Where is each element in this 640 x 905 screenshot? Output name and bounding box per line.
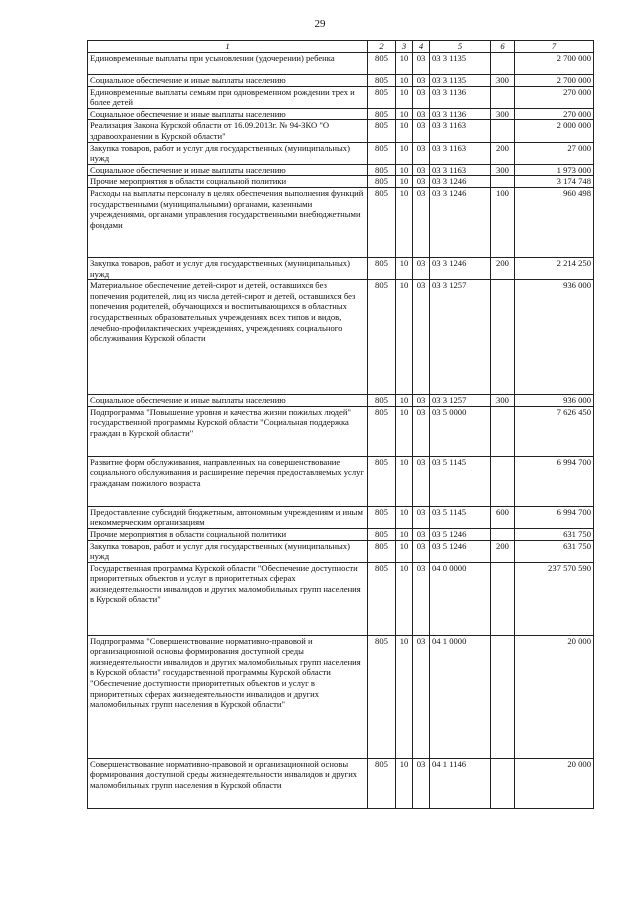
row-rz-cell: 10	[396, 528, 413, 540]
row-sum-cell: 936 000	[515, 280, 594, 395]
row-vr-cell: 100	[491, 187, 515, 257]
row-name-cell: Подпрограмма "Совершенствование нормативно-правовой и организационной основы формирования доступной среды жизнедеятельности инвалидов и других маломобильных групп населения в Курской области" государственной программы Курской области "Обеспечение доступности приоритетных объектов и услуг в приоритетных сферах жизнедеятельности инвалидов и других маломобильных групп населения в Курской области"	[88, 635, 368, 758]
row-gr-cell: 805	[368, 562, 396, 635]
table-row	[88, 506, 594, 528]
row-rz-cell: 10	[396, 562, 413, 635]
row-pr-cell: 03	[413, 562, 430, 635]
row-sum-cell: 960 498	[515, 187, 594, 257]
table-row	[88, 758, 594, 808]
row-name-cell: Расходы на выплаты персоналу в целях обеспечения выполнения функций государственными (муниципальными) органами, казенными учреждениями, органами управления государственными внебюджетными фондами	[88, 187, 368, 257]
row-pr-cell: 03	[413, 540, 430, 562]
row-name-cell: Социальное обеспечение и иные выплаты населению	[88, 164, 368, 176]
row-csr-cell: 03 3 1246	[430, 176, 491, 188]
row-gr-cell: 805	[368, 506, 396, 528]
row-vr-cell: 600	[491, 506, 515, 528]
table-row	[88, 142, 594, 164]
row-name-cell: Прочие мероприятия в области социальной политики	[88, 176, 368, 188]
row-rz-cell: 10	[396, 280, 413, 395]
table-row	[88, 75, 594, 87]
table-row	[88, 53, 594, 75]
row-pr-cell: 03	[413, 395, 430, 407]
row-csr-cell: 03 3 1135	[430, 75, 491, 87]
row-sum-cell: 2 214 250	[515, 257, 594, 279]
row-gr-cell: 805	[368, 257, 396, 279]
row-name-cell: Подпрограмма "Повышение уровня и качества жизни пожилых людей" государственной программы Курской области "Социальная поддержка граждан в Курской области"	[88, 406, 368, 456]
row-name-cell: Прочие мероприятия в области социальной политики	[88, 528, 368, 540]
row-name-cell: Совершенствование нормативно-правовой и организационной основы формирования доступной среды жизнедеятельности инвалидов и других маломобильных групп населения в Курской области	[88, 758, 368, 808]
row-pr-cell: 03	[413, 176, 430, 188]
header-col-4: 4	[413, 41, 430, 53]
row-pr-cell: 03	[413, 187, 430, 257]
row-vr-cell	[491, 562, 515, 635]
row-name-cell: Государственная программа Курской области "Обеспечение доступности приоритетных объектов и услуг в приоритетных сферах жизнедеятельности инвалидов и других маломобильных групп населения в Курской области"	[88, 562, 368, 635]
row-rz-cell: 10	[396, 187, 413, 257]
header-col-2: 2	[368, 41, 396, 53]
row-gr-cell: 805	[368, 635, 396, 758]
row-gr-cell: 805	[368, 280, 396, 395]
row-csr-cell: 03 5 0000	[430, 406, 491, 456]
row-name-cell: Закупка товаров, работ и услуг для государственных (муниципальных) нужд	[88, 257, 368, 279]
row-rz-cell: 10	[396, 635, 413, 758]
row-sum-cell: 7 626 450	[515, 406, 594, 456]
table-row	[88, 562, 594, 635]
row-rz-cell: 10	[396, 53, 413, 75]
row-gr-cell: 805	[368, 406, 396, 456]
table-body	[88, 53, 594, 809]
row-vr-cell	[491, 53, 515, 75]
table-row	[88, 540, 594, 562]
row-gr-cell: 805	[368, 176, 396, 188]
row-pr-cell: 03	[413, 528, 430, 540]
row-vr-cell	[491, 758, 515, 808]
row-rz-cell: 10	[396, 506, 413, 528]
row-vr-cell	[491, 280, 515, 395]
row-sum-cell: 20 000	[515, 758, 594, 808]
row-name-cell: Социальное обеспечение и иные выплаты населению	[88, 75, 368, 87]
table-row	[88, 456, 594, 506]
row-pr-cell: 03	[413, 120, 430, 142]
table-row	[88, 257, 594, 279]
table-row	[88, 635, 594, 758]
row-vr-cell	[491, 86, 515, 108]
row-vr-cell: 300	[491, 395, 515, 407]
row-rz-cell: 10	[396, 257, 413, 279]
row-sum-cell: 237 570 590	[515, 562, 594, 635]
row-rz-cell: 10	[396, 120, 413, 142]
row-gr-cell: 805	[368, 456, 396, 506]
row-sum-cell: 936 000	[515, 395, 594, 407]
table-row	[88, 108, 594, 120]
budget-table	[87, 40, 594, 809]
row-vr-cell	[491, 528, 515, 540]
row-pr-cell: 03	[413, 142, 430, 164]
row-pr-cell: 03	[413, 506, 430, 528]
row-csr-cell: 03 5 1246	[430, 540, 491, 562]
row-pr-cell: 03	[413, 257, 430, 279]
row-gr-cell: 805	[368, 540, 396, 562]
row-sum-cell: 1 973 000	[515, 164, 594, 176]
row-sum-cell: 20 000	[515, 635, 594, 758]
row-csr-cell: 03 3 1257	[430, 395, 491, 407]
row-sum-cell: 6 994 700	[515, 456, 594, 506]
row-pr-cell: 03	[413, 108, 430, 120]
row-vr-cell	[491, 635, 515, 758]
row-pr-cell: 03	[413, 456, 430, 506]
row-rz-cell: 10	[396, 176, 413, 188]
row-csr-cell: 04 0 0000	[430, 562, 491, 635]
row-name-cell: Реализация Закона Курской области от 16.09.2013г. № 94-ЗКО "О здравоохранении в Курской области"	[88, 120, 368, 142]
table-row	[88, 86, 594, 108]
row-sum-cell: 3 174 748	[515, 176, 594, 188]
row-rz-cell: 10	[396, 758, 413, 808]
header-col-6: 6	[491, 41, 515, 53]
row-name-cell: Развитие форм обслуживания, направленных на совершенствование социального обслуживания и расширение перечня предоставляемых услуг гражданам пожилого возраста	[88, 456, 368, 506]
row-gr-cell: 805	[368, 395, 396, 407]
table-row	[88, 176, 594, 188]
row-sum-cell: 2 700 000	[515, 53, 594, 75]
row-vr-cell	[491, 176, 515, 188]
row-rz-cell: 10	[396, 86, 413, 108]
row-name-cell: Закупка товаров, работ и услуг для государственных (муниципальных) нужд	[88, 142, 368, 164]
header-row	[88, 41, 594, 53]
row-csr-cell: 03 3 1163	[430, 164, 491, 176]
row-pr-cell: 03	[413, 280, 430, 395]
row-rz-cell: 10	[396, 108, 413, 120]
row-csr-cell: 03 3 1136	[430, 86, 491, 108]
table-row	[88, 120, 594, 142]
row-pr-cell: 03	[413, 758, 430, 808]
row-pr-cell: 03	[413, 635, 430, 758]
row-sum-cell: 270 000	[515, 108, 594, 120]
row-sum-cell: 6 994 700	[515, 506, 594, 528]
row-csr-cell: 04 1 1146	[430, 758, 491, 808]
header-col-7: 7	[515, 41, 594, 53]
row-vr-cell: 300	[491, 75, 515, 87]
row-vr-cell: 300	[491, 108, 515, 120]
row-name-cell: Закупка товаров, работ и услуг для государственных (муниципальных) нужд	[88, 540, 368, 562]
table-row	[88, 528, 594, 540]
row-vr-cell	[491, 456, 515, 506]
row-csr-cell: 03 5 1246	[430, 528, 491, 540]
row-name-cell: Единовременные выплаты семьям при одновременном рождении трех и более детей	[88, 86, 368, 108]
table-row	[88, 187, 594, 257]
row-gr-cell: 805	[368, 75, 396, 87]
header-col-1: 1	[88, 41, 368, 53]
row-pr-cell: 03	[413, 86, 430, 108]
row-csr-cell: 03 5 1145	[430, 456, 491, 506]
table-row	[88, 164, 594, 176]
row-name-cell: Предоставление субсидий бюджетным, автономным учреждениям и иным некоммерческим организациям	[88, 506, 368, 528]
row-sum-cell: 631 750	[515, 540, 594, 562]
row-sum-cell: 2 000 000	[515, 120, 594, 142]
row-vr-cell	[491, 406, 515, 456]
row-gr-cell: 805	[368, 142, 396, 164]
row-csr-cell: 03 3 1163	[430, 120, 491, 142]
row-gr-cell: 805	[368, 53, 396, 75]
row-rz-cell: 10	[396, 540, 413, 562]
row-vr-cell: 200	[491, 142, 515, 164]
row-pr-cell: 03	[413, 406, 430, 456]
row-rz-cell: 10	[396, 75, 413, 87]
row-vr-cell	[491, 120, 515, 142]
row-name-cell: Социальное обеспечение и иные выплаты населению	[88, 108, 368, 120]
row-csr-cell: 03 3 1246	[430, 257, 491, 279]
row-gr-cell: 805	[368, 86, 396, 108]
row-gr-cell: 805	[368, 758, 396, 808]
row-gr-cell: 805	[368, 187, 396, 257]
header-col-5: 5	[430, 41, 491, 53]
row-name-cell: Социальное обеспечение и иные выплаты населению	[88, 395, 368, 407]
row-rz-cell: 10	[396, 456, 413, 506]
row-pr-cell: 03	[413, 75, 430, 87]
row-gr-cell: 805	[368, 528, 396, 540]
row-csr-cell: 03 3 1136	[430, 108, 491, 120]
row-gr-cell: 805	[368, 164, 396, 176]
row-gr-cell: 805	[368, 120, 396, 142]
row-vr-cell: 200	[491, 257, 515, 279]
row-gr-cell: 805	[368, 108, 396, 120]
row-rz-cell: 10	[396, 395, 413, 407]
row-csr-cell: 03 3 1246	[430, 187, 491, 257]
row-pr-cell: 03	[413, 53, 430, 75]
table-row	[88, 406, 594, 456]
row-rz-cell: 10	[396, 142, 413, 164]
row-pr-cell: 03	[413, 164, 430, 176]
row-csr-cell: 03 3 1163	[430, 142, 491, 164]
row-name-cell: Материальное обеспечение детей-сирот и детей, оставшихся без попечения родителей, лиц из числа детей-сирот и детей, оставшихся без попечения родителей, обучающихся и воспитывающихся в областных государственных образовательных учреждениях всех типов и видов, лечебно-профилактических учреждениях, учреждениях социального обслуживания Курской области	[88, 280, 368, 395]
row-vr-cell: 300	[491, 164, 515, 176]
row-sum-cell: 2 700 000	[515, 75, 594, 87]
row-csr-cell: 04 1 0000	[430, 635, 491, 758]
row-name-cell: Единовременные выплаты при усыновлении (удочерении) ребенка	[88, 53, 368, 75]
row-sum-cell: 270 000	[515, 86, 594, 108]
row-csr-cell: 03 3 1257	[430, 280, 491, 395]
row-csr-cell: 03 5 1145	[430, 506, 491, 528]
table-row	[88, 395, 594, 407]
row-rz-cell: 10	[396, 164, 413, 176]
header-col-3: 3	[396, 41, 413, 53]
table-row	[88, 280, 594, 395]
row-vr-cell: 200	[491, 540, 515, 562]
row-csr-cell: 03 3 1135	[430, 53, 491, 75]
row-sum-cell: 631 750	[515, 528, 594, 540]
page-number: 29	[314, 18, 326, 30]
row-rz-cell: 10	[396, 406, 413, 456]
row-sum-cell: 27 000	[515, 142, 594, 164]
